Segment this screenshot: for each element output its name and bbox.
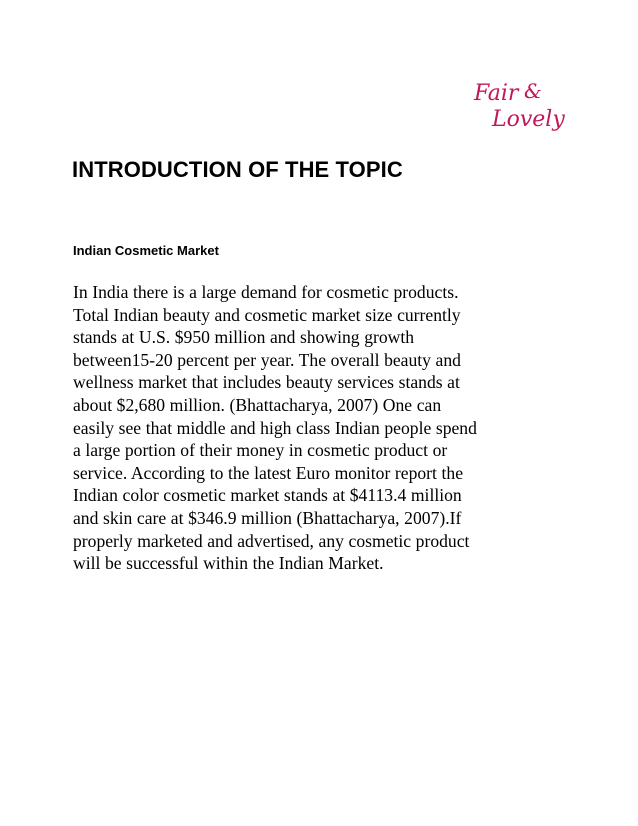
logo-word-lovely: Lovely — [492, 107, 565, 132]
paragraph-line: easily see that middle and high class Indian people spend — [73, 417, 477, 438]
section-subheading: Indian Cosmetic Market — [73, 243, 219, 258]
fair-and-lovely-logo — [466, 76, 576, 136]
logo-ampersand: & — [524, 79, 542, 103]
paragraph-line: Total Indian beauty and cosmetic market size currently — [73, 304, 461, 325]
paragraph-line: a large portion of their money in cosmetic product or — [73, 440, 448, 461]
paragraph-line: will be successful within the Indian Market. — [73, 553, 384, 574]
paragraph-line: stands at U.S. $950 million and showing growth — [73, 327, 415, 348]
fair-and-lovely-logo-graphic — [466, 76, 576, 136]
page-title: INTRODUCTION OF THE TOPIC — [72, 157, 403, 182]
paragraph-line: service. According to the latest Euro monitor report the — [73, 462, 464, 483]
body-paragraph — [73, 281, 573, 575]
paragraph-line: properly marketed and advertised, any cosmetic product — [73, 530, 470, 551]
paragraph-line: Indian color cosmetic market stands at $4113.4 million — [73, 485, 462, 506]
paragraph-line: and skin care at $346.9 million (Bhattacharya, 2007).If — [73, 507, 462, 528]
paragraph-line: In India there is a large demand for cosmetic products. — [73, 282, 459, 302]
logo-word-fair: Fair — [474, 81, 519, 106]
paragraph-line: between15-20 percent per year. The overall beauty and — [73, 349, 461, 370]
paragraph-line: about $2,680 million. (Bhattacharya, 2007) One can — [73, 394, 442, 415]
paragraph-line: wellness market that includes beauty services stands at — [73, 372, 460, 393]
